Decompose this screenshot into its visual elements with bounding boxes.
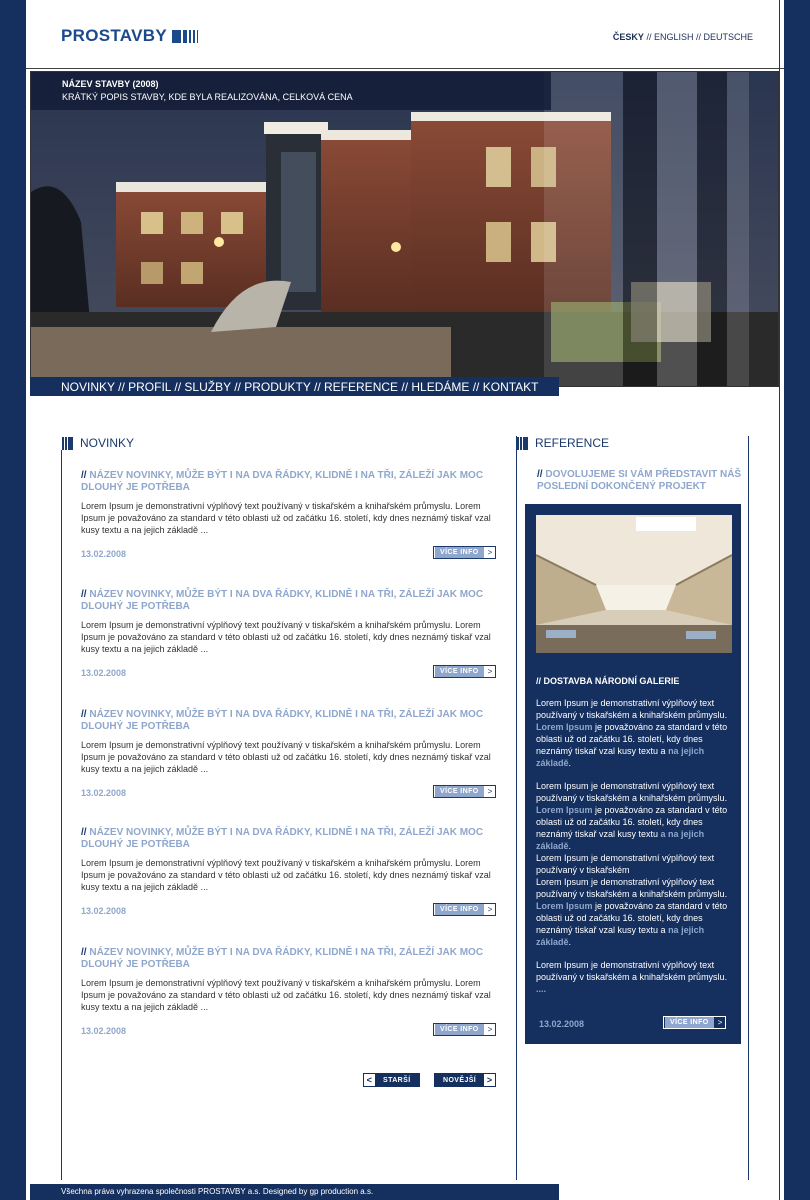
news-date: 13.02.2008 (81, 1026, 127, 1036)
news-title-text: NÁZEV NOVINKY, MŮŽE BÝT I NA DVA ŘÁDKY, KLIDNĚ I NA TŘI, ZÁLEŽÍ JAK MOC DLOUHÝ JE POTŘEBA (81, 709, 484, 732)
lang-separator: // (693, 32, 704, 42)
lang-deutsche[interactable]: DEUTSCHE (703, 32, 753, 42)
older-button[interactable] (363, 1073, 420, 1087)
more-info-button[interactable] (433, 665, 496, 678)
news-title-prefix: // (81, 947, 90, 958)
news-item (81, 709, 501, 801)
news-column-line (61, 450, 62, 1180)
news-title[interactable] (81, 827, 501, 851)
news-date: 13.02.2008 (81, 668, 127, 678)
text: Lorem Ipsum je demonstrativní výplňový text používaný v tiskařském a knihařském průmyslu. (536, 698, 728, 720)
more-info-button[interactable] (433, 903, 496, 916)
more-info-button[interactable] (433, 785, 496, 798)
nav-separator: // (310, 380, 325, 394)
highlight: Lorem Ipsum (536, 722, 593, 732)
text: . (568, 841, 572, 851)
news-title-text: NÁZEV NOVINKY, MŮŽE BÝT I NA DVA ŘÁDKY, KLIDNĚ I NA TŘI, ZÁLEŽÍ JAK MOC DLOUHÝ JE POTŘEBA (81, 947, 484, 970)
news-body: Lorem Ipsum je demonstrativní výplňový text používaný v tiskařském a knihařském průmyslu. Lorem Ipsum je považováno za standard v této oblasti už od začátku 16. století, kdy dnes neznámý tiskař vzal kusy textu a na jejich základě ... (81, 501, 491, 535)
news-heading-text: NOVINKY (80, 436, 135, 450)
reference-footer (539, 1016, 729, 1032)
footer: Všechna práva vyhrazena společnosti PROSTAVBY a.s. Designed by gp production a.s. (30, 1184, 559, 1200)
hero-caption (31, 72, 551, 110)
logo-bars-icon (172, 30, 198, 43)
highlight: na jejich základě (536, 746, 705, 768)
news-body: Lorem Ipsum je demonstrativní výplňový text používaný v tiskařském a knihařském průmyslu. Lorem Ipsum je považováno za standard v této oblasti už od začátku 16. století, kdy dnes neznámý tiskař vzal kusy textu a na jejich základě ... (81, 740, 491, 774)
news-title-text: NÁZEV NOVINKY, MŮŽE BÝT I NA DVA ŘÁDKY, KLIDNĚ I NA TŘI, ZÁLEŽÍ JAK MOC DLOUHÝ JE POTŘEBA (81, 470, 484, 493)
news-footer (81, 546, 501, 562)
reference-intro-prefix: // (537, 469, 546, 480)
reference-heading (517, 436, 609, 450)
news-title[interactable] (81, 589, 501, 613)
more-info-label: VÍCE INFO (665, 1017, 714, 1028)
section-bars-icon (517, 437, 528, 450)
highlight: .... (536, 984, 547, 994)
news-item (81, 470, 501, 562)
news-body: Lorem Ipsum je demonstrativní výplňový text používaný v tiskařském a knihařském průmyslu. Lorem Ipsum je považováno za standard v této oblasti už od začátku 16. století, kdy dnes neznámý tiskař vzal kusy textu a na jejich základě ... (81, 978, 491, 1012)
hero-subtitle: KRÁTKÝ POPIS STAVBY, KDE BYLA REALIZOVÁNA, CELKOVÁ CENA (62, 92, 353, 102)
news-footer (81, 1023, 501, 1039)
text: . (568, 758, 572, 768)
lang-separator: // (643, 32, 654, 42)
arrow-right-icon: > (487, 905, 493, 914)
news-footer (81, 903, 501, 919)
news-date: 13.02.2008 (81, 788, 127, 798)
news-title[interactable] (81, 709, 501, 733)
news-body: Lorem Ipsum je demonstrativní výplňový text používaný v tiskařském a knihařském průmyslu. Lorem Ipsum je považováno za standard v této oblasti už od začátku 16. století, kdy dnes neznámý tiskař vzal kusy textu a na jejich základě ... (81, 620, 491, 654)
reference-paragraph (536, 959, 730, 995)
text: je považováno za standard v této oblasti už od začátku 16. století, kdy dnes neznámý tiskař vzal kusy textu a (536, 901, 728, 935)
nav-novinky[interactable]: NOVINKY (61, 380, 115, 394)
arrow-right-icon: > (487, 787, 493, 796)
older-label: STARŠÍ (383, 1076, 411, 1084)
arrow-right-icon: > (717, 1018, 723, 1027)
reference-intro-text: DOVOLUJEME SI VÁM PŘEDSTAVIT NÁŠ POSLEDNÍ DOKONČENÝ PROJEKT (537, 469, 742, 492)
reference-heading-text: REFERENCE (535, 436, 610, 450)
more-info-button[interactable] (433, 1023, 496, 1036)
news-item (81, 827, 501, 919)
reference-title[interactable]: // DOSTAVBA NÁRODNÍ GALERIE (536, 676, 680, 686)
reference-photo[interactable] (536, 515, 732, 653)
news-item (81, 947, 501, 1039)
page-edge-line (779, 0, 780, 1200)
highlight: na jejich základě (536, 925, 705, 947)
news-footer (81, 785, 501, 801)
hero-title: NÁZEV STAVBY (2008) (62, 79, 159, 89)
more-info-button[interactable] (433, 546, 496, 559)
news-title-prefix: // (81, 470, 90, 481)
highlight: Lorem Ipsum (536, 901, 593, 911)
section-bars-icon (62, 437, 73, 450)
nav-separator: // (230, 380, 245, 394)
newer-label: NOVĚJŠÍ (443, 1076, 477, 1084)
text: . (568, 937, 572, 947)
more-info-label: VÍCE INFO (435, 786, 484, 797)
nav-hledame[interactable]: HLEDÁME (411, 380, 470, 394)
text: Lorem Ipsum je demonstrativní výplňový text používaný v tiskařském a knihařském průmyslu. (536, 877, 728, 899)
news-body: Lorem Ipsum je demonstrativní výplňový text používaný v tiskařském a knihařském průmyslu. Lorem Ipsum je považováno za standard v této oblasti už od začátku 16. století, kdy dnes neznámý tiskař vzal kusy textu a na jejich základě ... (81, 858, 491, 892)
highlight: Lorem Ipsum (536, 805, 593, 815)
logo-text: PROSTAVBY (61, 26, 167, 45)
nav-separator: // (114, 380, 129, 394)
arrow-right-icon: > (484, 1074, 495, 1086)
nav-produkty[interactable]: PRODUKTY (244, 380, 311, 394)
more-info-button[interactable] (663, 1016, 726, 1029)
header-divider (26, 68, 784, 69)
nav-profil[interactable]: PROFIL (128, 380, 172, 394)
nav-separator: // (469, 380, 483, 394)
news-title[interactable] (81, 470, 501, 494)
reference-right-line (748, 436, 749, 1180)
text: je považováno za standard v této oblasti už od začátku 16. století, kdy dnes neznámý tiskař vzal kusy textu a (536, 722, 728, 756)
page (26, 0, 784, 1200)
reference-paragraph (536, 780, 730, 948)
arrow-right-icon: > (487, 548, 493, 557)
news-date: 13.02.2008 (81, 549, 127, 559)
lang-cesky[interactable]: ČESKY (612, 32, 644, 42)
news-date: 13.02.2008 (81, 906, 127, 916)
newer-button[interactable] (434, 1073, 496, 1087)
text: Lorem Ipsum je demonstrativní výplňový text používaný v tiskařském a knihařském průmyslu. (536, 960, 728, 982)
highlight: a na jejich základě (536, 829, 705, 851)
news-footer (81, 665, 501, 681)
arrow-right-icon: > (487, 667, 493, 676)
nav-separator: // (398, 380, 412, 394)
hero-image (30, 71, 779, 387)
news-item (81, 589, 501, 681)
news-title-text: NÁZEV NOVINKY, MŮŽE BÝT I NA DVA ŘÁDKY, KLIDNĚ I NA TŘI, ZÁLEŽÍ JAK MOC DLOUHÝ JE POTŘEBA (81, 589, 484, 612)
logo[interactable] (61, 26, 198, 46)
text: je považováno za standard v této oblasti už od začátku 16. století, kdy dnes neznámý tiskař vzal kusy textu (536, 805, 728, 839)
lang-english[interactable]: ENGLISH (653, 32, 694, 42)
text: Lorem Ipsum je demonstrativní výplňový text používaný v tiskařském (536, 853, 715, 875)
arrow-left-icon: < (364, 1074, 375, 1086)
more-info-label: VÍCE INFO (435, 666, 484, 677)
news-title-prefix: // (81, 827, 90, 838)
text: Lorem Ipsum je demonstrativní výplňový text používaný v tiskařském a knihařském průmyslu. (536, 781, 728, 803)
arrow-right-icon: > (487, 1025, 493, 1034)
gallery-interior-photo (536, 515, 732, 653)
reference-intro (537, 469, 757, 493)
nav-kontakt[interactable]: KONTAKT (482, 380, 539, 394)
reference-paragraph (536, 697, 730, 769)
more-info-label: VÍCE INFO (435, 547, 484, 558)
news-title-prefix: // (81, 709, 90, 720)
more-info-label: VÍCE INFO (435, 904, 484, 915)
news-title-text: NÁZEV NOVINKY, MŮŽE BÝT I NA DVA ŘÁDKY, KLIDNĚ I NA TŘI, ZÁLEŽÍ JAK MOC DLOUHÝ JE POTŘEBA (81, 827, 484, 850)
language-switcher (613, 32, 753, 42)
building-photo (31, 72, 779, 387)
nav-reference[interactable]: REFERENCE (324, 380, 399, 394)
reference-date: 13.02.2008 (539, 1019, 585, 1029)
main-nav (30, 377, 559, 396)
news-heading (62, 436, 134, 450)
reference-column-line (516, 436, 517, 1180)
more-info-label: VÍCE INFO (435, 1024, 484, 1035)
nav-sluzby[interactable]: SLUŽBY (184, 380, 231, 394)
nav-separator: // (171, 380, 185, 394)
news-title[interactable] (81, 947, 501, 971)
news-title-prefix: // (81, 589, 90, 600)
reference-box (525, 504, 741, 1044)
